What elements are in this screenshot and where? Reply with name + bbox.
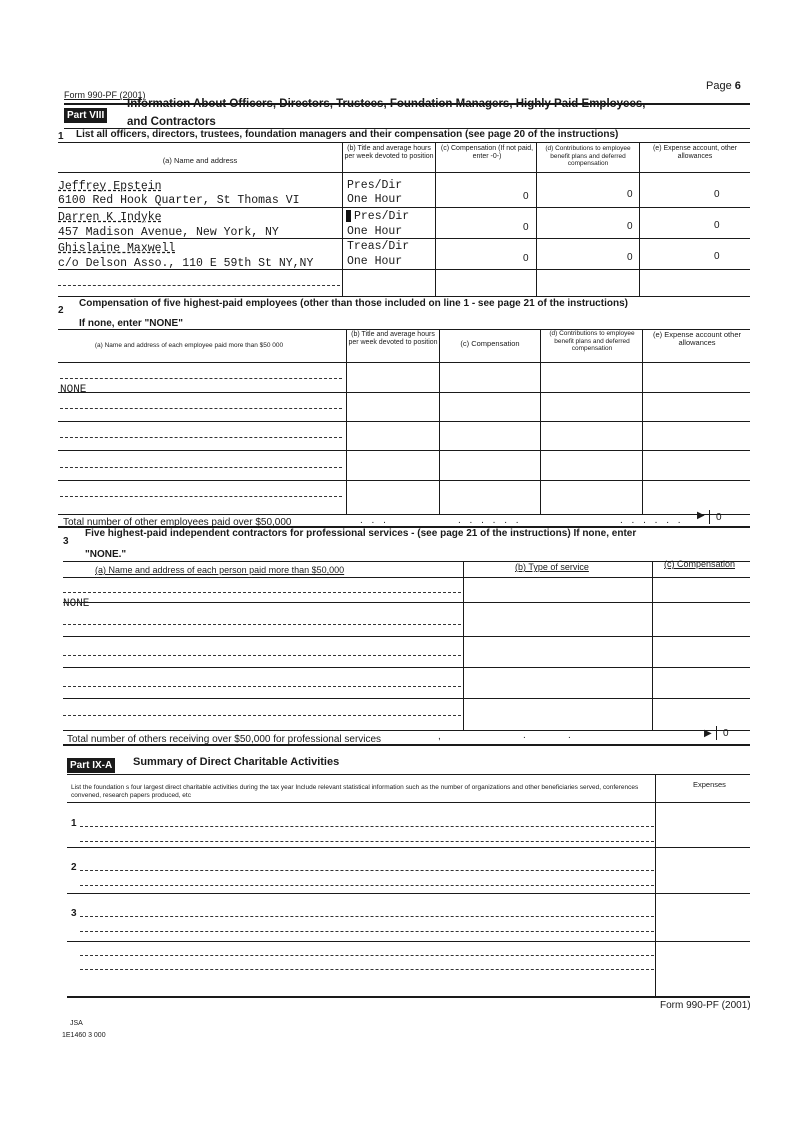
line3-none: NONE bbox=[63, 598, 90, 610]
dot-leader: . . . . . . bbox=[458, 515, 522, 526]
line1-col-d-header: (d) Contributions to employee benefit plans and deferred compensation bbox=[545, 145, 631, 167]
officer-title: Treas/Dir bbox=[347, 240, 410, 253]
officer-hours: One Hour bbox=[347, 193, 403, 206]
line2-col-divider bbox=[642, 329, 643, 515]
redaction-mark bbox=[346, 210, 351, 222]
page-label: Page bbox=[706, 80, 732, 92]
line3-col-divider bbox=[463, 561, 464, 731]
line2-number: 2 bbox=[58, 305, 64, 316]
line3-col-c-header: (c) Compensation bbox=[664, 559, 736, 569]
activity-rule bbox=[67, 941, 750, 942]
officer-compensation: 0 bbox=[523, 191, 529, 202]
line3-header-rule bbox=[63, 577, 750, 578]
line2-col-b-header: (b) Title and average hours per week devoted to position bbox=[348, 331, 438, 346]
activity-line bbox=[80, 916, 654, 917]
line2-col-divider bbox=[540, 329, 541, 515]
row-rule bbox=[58, 207, 750, 208]
part9a-bottom-rule bbox=[67, 996, 750, 998]
entry-line bbox=[63, 655, 461, 656]
line3-total-rule bbox=[63, 744, 750, 746]
row-rule bbox=[63, 602, 750, 603]
dot-leader: , bbox=[438, 731, 441, 742]
part8-title: Information About Officers, Directors, Trustees, Foundation Managers, Highly Paid Employees, bbox=[127, 98, 646, 110]
activity-rule bbox=[67, 893, 750, 894]
officer-address: c/o Delson Asso., 110 E 59th St NY,NY bbox=[58, 257, 314, 270]
line1-col-divider bbox=[342, 142, 343, 296]
entry-line bbox=[60, 408, 342, 409]
row-rule bbox=[58, 480, 750, 481]
activity-number: 3 bbox=[71, 908, 77, 919]
line2-col-c-header: (c) Compensation bbox=[460, 339, 520, 348]
line3-heading-2: "NONE." bbox=[85, 549, 127, 560]
row-rule bbox=[63, 636, 750, 637]
line1-col-c-header: (c) Compensation (If not paid, enter -0-) bbox=[440, 145, 534, 160]
officer-address: 6100 Red Hook Quarter, St Thomas VI bbox=[58, 194, 300, 207]
line1-number: 1 bbox=[58, 131, 64, 142]
part9a-header-rule bbox=[67, 802, 750, 803]
line2-table-top bbox=[58, 329, 750, 330]
dot-leader: . bbox=[523, 730, 526, 741]
part9a-badge: Part IX-A bbox=[67, 758, 115, 773]
entry-line bbox=[63, 624, 461, 625]
line2-col-a-header: (a) Name and address of each employee paid more than $50 000 bbox=[94, 342, 284, 349]
dot-leader: . . . bbox=[360, 515, 389, 526]
part9a-description: List the foundation s four largest direct charitable activities during the tax year Include relevant statistical information such as the number of organizations and other beneficiaries served, conferences convened, research papers produced, etc bbox=[71, 784, 639, 799]
line1-col-divider bbox=[639, 142, 640, 296]
part8-badge: Part VIII bbox=[64, 108, 107, 123]
activity-line bbox=[80, 870, 654, 871]
entry-line bbox=[63, 715, 461, 716]
row-rule bbox=[58, 392, 750, 393]
activity-line bbox=[80, 841, 654, 842]
dot-leader: . . . . . . bbox=[620, 515, 684, 526]
line3-col-divider bbox=[652, 561, 653, 731]
total-box-divider bbox=[716, 726, 717, 740]
entry-line bbox=[60, 378, 342, 379]
officer-compensation: 0 bbox=[523, 222, 529, 233]
line1-heading: List all officers, directors, trustees, foundation managers and their compensation (see page 20 of the instructions) bbox=[76, 129, 619, 140]
line3-col-a-header: (a) Name and address of each person paid more than $50,000 bbox=[95, 565, 345, 575]
page-number-value: 6 bbox=[734, 80, 741, 92]
row-rule bbox=[63, 730, 750, 731]
line2-col-d-header: (d) Contributions to employee benefit plans and deferred compensation bbox=[549, 330, 635, 352]
part9a-title: Summary of Direct Charitable Activities bbox=[133, 756, 340, 768]
part9a-top-rule bbox=[67, 774, 750, 775]
row-rule bbox=[58, 296, 750, 297]
officer-benefits: 0 bbox=[627, 189, 633, 200]
dot-leader: . bbox=[568, 730, 571, 741]
activity-number: 1 bbox=[71, 818, 77, 829]
officer-benefits: 0 bbox=[627, 221, 633, 232]
line3-table-top bbox=[63, 561, 750, 562]
line1-table-top bbox=[58, 142, 750, 143]
form-label: Form 990-PF (2001) bbox=[64, 90, 146, 100]
activity-line bbox=[80, 931, 654, 932]
line2-heading-2: If none, enter "NONE" bbox=[79, 318, 183, 329]
entry-line bbox=[63, 592, 461, 593]
line3-heading: Five highest-paid independent contractors for professional services - (see page 21 of the instructions) If none, enter bbox=[85, 528, 637, 539]
arrow-icon: ▶ bbox=[704, 728, 712, 739]
arrow-icon: ▶ bbox=[697, 510, 705, 521]
total-box-divider bbox=[709, 510, 710, 524]
footer-jsa: JSA bbox=[70, 1020, 83, 1027]
line1-header-rule bbox=[58, 172, 750, 173]
activity-line bbox=[80, 885, 654, 886]
row-rule bbox=[58, 421, 750, 422]
line2-col-divider bbox=[439, 329, 440, 515]
line2-col-e-header: (e) Expense account other allowances bbox=[653, 330, 741, 347]
activity-line bbox=[80, 826, 654, 827]
line2-none: NONE bbox=[60, 384, 87, 396]
officer-name: Jeffrey Epstein bbox=[58, 180, 162, 193]
entry-line bbox=[63, 686, 461, 687]
officer-name: Darren K Indyke bbox=[58, 211, 162, 224]
officer-address: 457 Madison Avenue, New York, NY bbox=[58, 226, 279, 239]
row-rule bbox=[58, 450, 750, 451]
officer-compensation: 0 bbox=[523, 253, 529, 264]
line1-col-e-header: (e) Expense account, other allowances bbox=[652, 145, 738, 160]
line1-col-a-header: (a) Name and address bbox=[162, 156, 238, 165]
entry-line bbox=[60, 496, 342, 497]
line1-col-divider bbox=[536, 142, 537, 296]
line2-header-rule bbox=[58, 362, 750, 363]
officer-hours: One Hour bbox=[347, 255, 403, 268]
officer-name: Ghislaine Maxwell bbox=[58, 242, 176, 255]
footer-form-label: Form 990-PF (2001) bbox=[660, 1000, 751, 1011]
part8-title-2: and Contractors bbox=[127, 116, 216, 128]
footer-code: 1E1460 3 000 bbox=[62, 1032, 106, 1039]
row-rule bbox=[58, 238, 750, 239]
officer-title: Pres/Dir bbox=[347, 179, 403, 192]
officer-title: Pres/Dir bbox=[354, 210, 410, 223]
officer-hours: One Hour bbox=[347, 225, 403, 238]
line3-number: 3 bbox=[63, 536, 69, 547]
row-rule bbox=[63, 698, 750, 699]
row-rule bbox=[58, 269, 750, 270]
activity-line bbox=[80, 955, 654, 956]
line2-col-divider bbox=[346, 329, 347, 515]
line3-col-b-header: (b) Type of service bbox=[515, 562, 589, 572]
line3-total-value: 0 bbox=[723, 728, 729, 739]
entry-line bbox=[60, 467, 342, 468]
officer-expense: 0 bbox=[714, 189, 720, 200]
officer-expense: 0 bbox=[714, 220, 720, 231]
page-number bbox=[706, 80, 741, 92]
expenses-col-divider bbox=[655, 774, 656, 996]
line1-col-b-header: (b) Title and average hours per week devoted to position bbox=[344, 145, 434, 160]
line3-total-label: Total number of others receiving over $50,000 for professional services bbox=[67, 734, 382, 745]
activity-number: 2 bbox=[71, 862, 77, 873]
line2-total-value: 0 bbox=[716, 512, 722, 523]
row-rule bbox=[63, 667, 750, 668]
officer-expense: 0 bbox=[714, 251, 720, 262]
line2-total-label: Total number of other employees paid over $50,000 bbox=[63, 517, 292, 528]
line2-heading: Compensation of five highest-paid employees (other than those included on line 1 - see page 21 of the instructions) bbox=[79, 298, 628, 309]
activity-rule bbox=[67, 847, 750, 848]
line1-col-divider bbox=[435, 142, 436, 296]
activity-line bbox=[80, 969, 654, 970]
entry-line bbox=[60, 437, 342, 438]
empty-entry-line bbox=[58, 285, 340, 286]
officer-benefits: 0 bbox=[627, 252, 633, 263]
expenses-header: Expenses bbox=[693, 780, 726, 789]
